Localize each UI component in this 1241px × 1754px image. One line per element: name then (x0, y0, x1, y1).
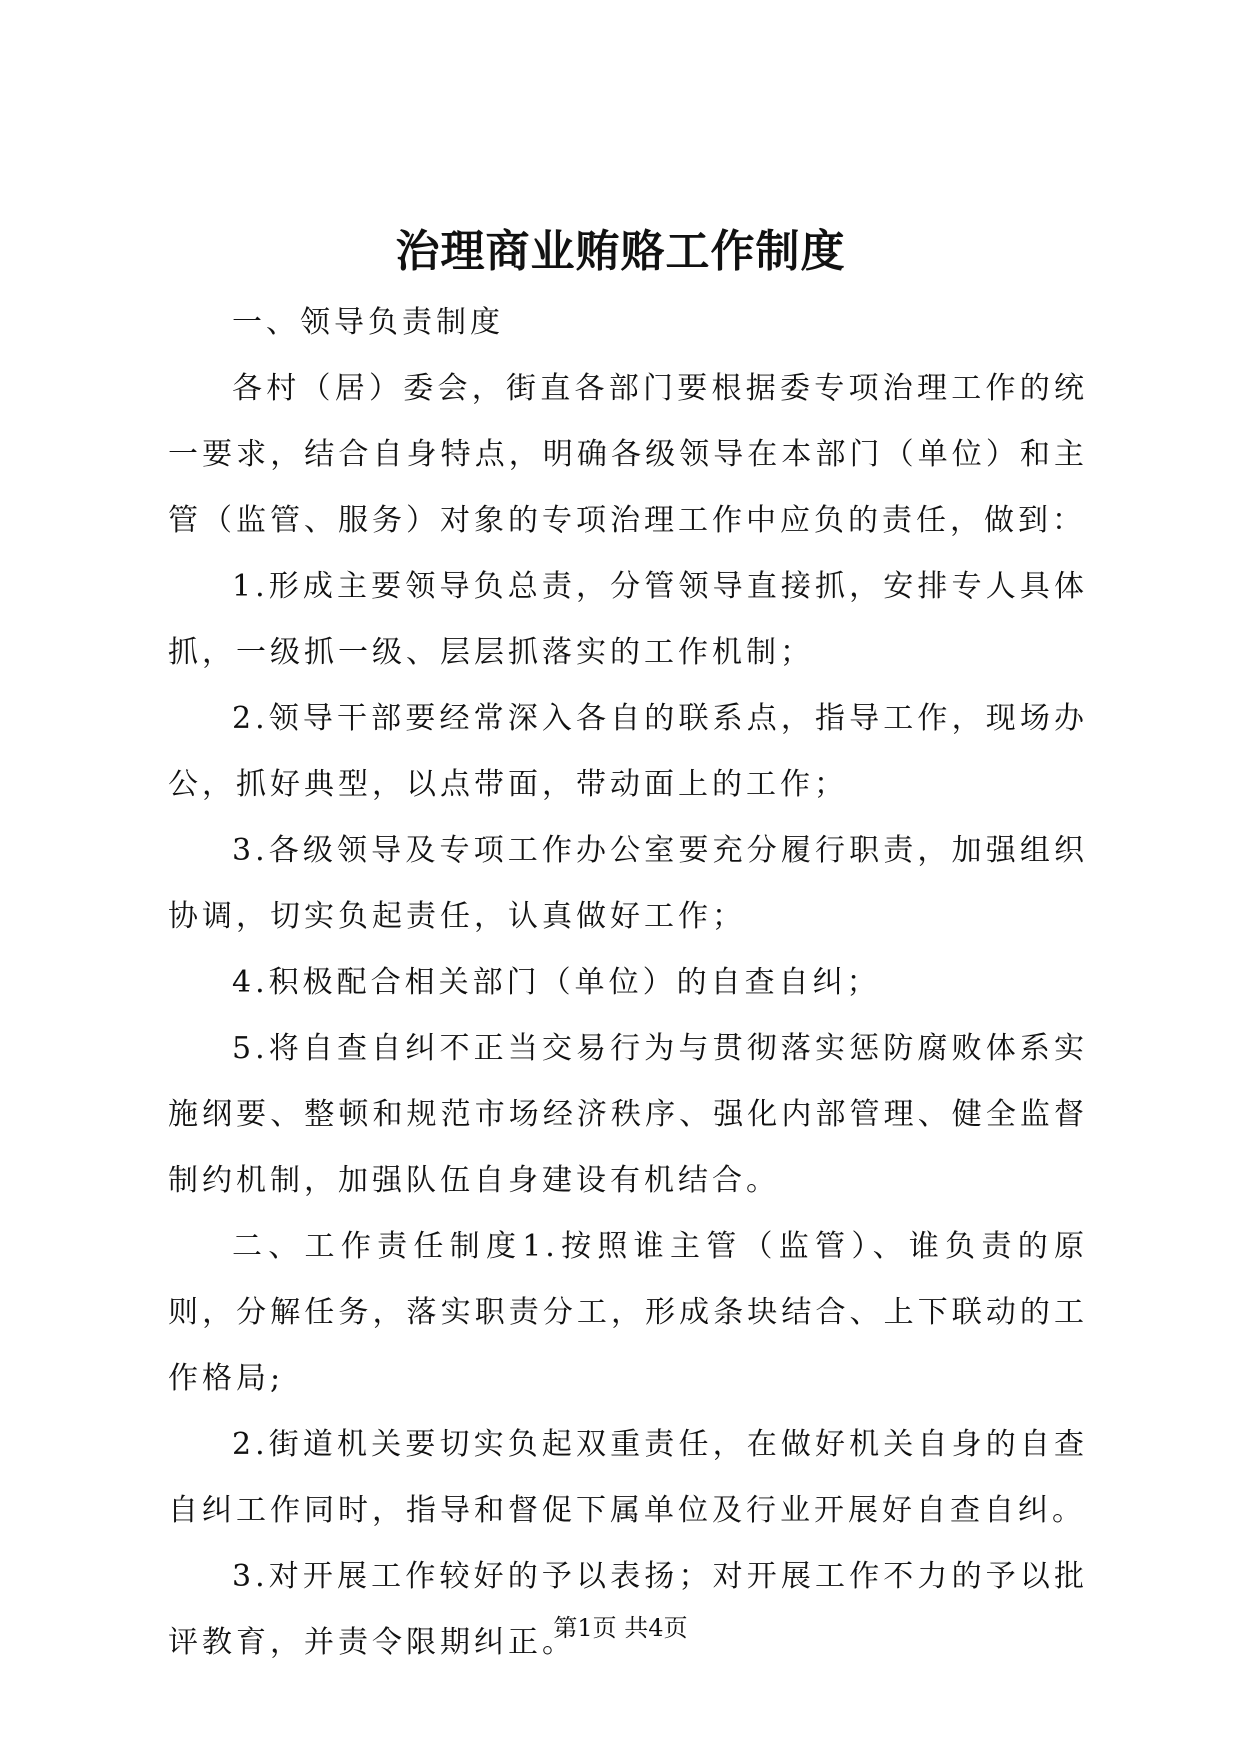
document-body (168, 290, 1088, 1676)
list-item: 2.街道机关要切实负起双重责任，在做好机关自身的自查自纠工作同时，指导和督促下属单位及行业开展好自查自纠。 (168, 1427, 1088, 1528)
list-item: 4.积极配合相关部门（单位）的自查自纠； (232, 965, 881, 1000)
paragraph: 各村（居）委会，街直各部门要根据委专项治理工作的统一要求，结合自身特点，明确各级领导在本部门（单位）和主管（监管、服务）对象的专项治理工作中应负的责任，做到： (168, 371, 1088, 538)
page-number-footer: 第1页 共4页 (553, 1614, 688, 1642)
list-item: 3.各级领导及专项工作办公室要充分履行职责，加强组织协调，切实负起责任，认真做好工作； (168, 833, 1088, 934)
section-heading-2: 二、工作责任制度1.按照谁主管（监管）、谁负责的原则，分解任务，落实职责分工，形成条块结合、上下联动的工作格局; (168, 1229, 1088, 1396)
list-item: 3.对开展工作较好的予以表扬；对开展工作不力的予以批评教育，并责令限期纠正。 (168, 1559, 1088, 1660)
section-heading-1: 一、领导负责制度 (232, 305, 504, 340)
document-title: 治理商业贿赂工作制度 (395, 226, 846, 277)
list-item: 2.领导干部要经常深入各自的联系点，指导工作，现场办公，抓好典型，以点带面，带动面上的工作； (168, 701, 1088, 802)
list-item: 1.形成主要领导负总责，分管领导直接抓，安排专人具体抓，一级抓一级、层层抓落实的工作机制； (168, 569, 1088, 670)
list-item: 5.将自查自纠不正当交易行为与贯彻落实惩防腐败体系实施纲要、整顿和规范市场经济秩序、强化内部管理、健全监督制约机制，加强队伍自身建设有机结合。 (168, 1031, 1088, 1198)
